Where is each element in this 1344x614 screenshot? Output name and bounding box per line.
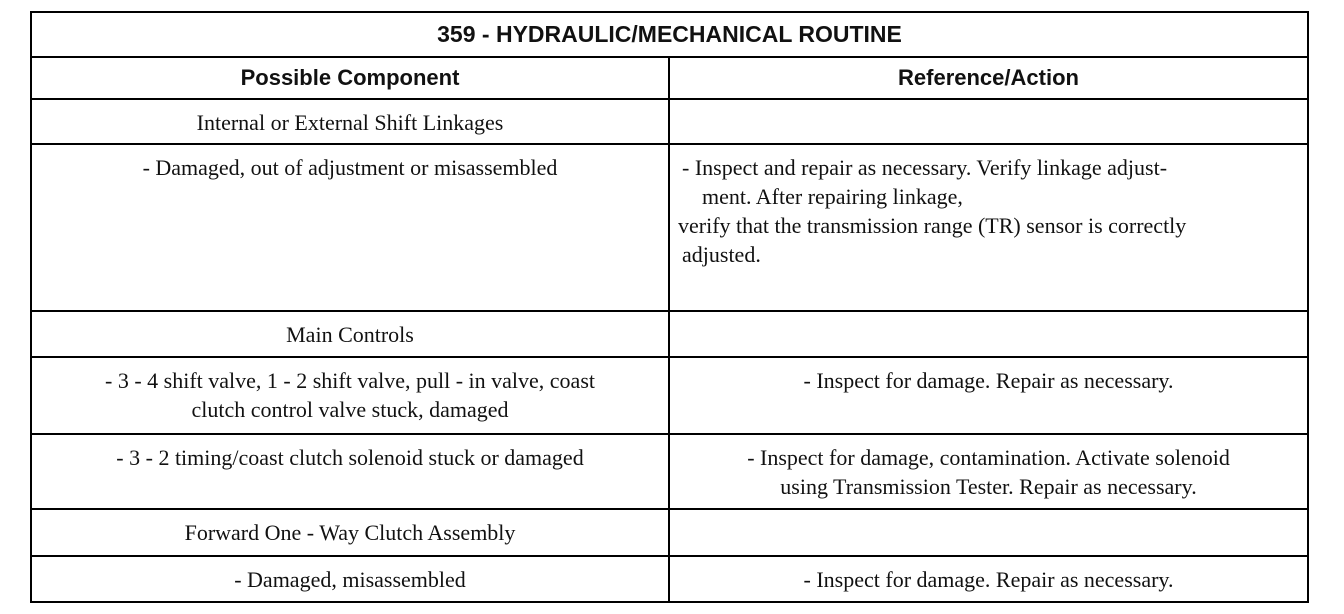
action-line: adjusted.: [682, 242, 761, 267]
table-row: [32, 557, 1307, 601]
component-line: clutch control valve stuck, damaged: [191, 397, 509, 422]
table-row: [32, 145, 1307, 312]
table-title: 359 - HYDRAULIC/MECHANICAL ROUTINE: [32, 13, 1307, 58]
action-line: - Inspect for damage, contamination. Activate solenoid: [747, 445, 1230, 470]
action-line: ment. After repairing linkage,: [702, 184, 963, 209]
action-line: verify that the transmission range (TR) sensor is correctly: [678, 213, 1187, 238]
table-row: [32, 100, 1307, 145]
component-cell: Main Controls: [32, 312, 670, 356]
action-cell: - Inspect for damage. Repair as necessary.: [803, 368, 1174, 393]
table-row: [32, 435, 1307, 510]
action-cell: [670, 435, 1307, 508]
action-line: using Transmission Tester. Repair as necessary.: [780, 474, 1197, 499]
routine-table: [30, 11, 1309, 603]
column-header-action: Reference/Action: [898, 65, 1079, 90]
table-row: [32, 312, 1307, 358]
action-cell: [670, 510, 1307, 555]
table-row: [32, 358, 1307, 435]
component-cell: - 3 - 2 timing/coast clutch solenoid stuck or damaged: [32, 435, 670, 508]
component-line: - 3 - 4 shift valve, 1 - 2 shift valve, pull - in valve, coast: [105, 368, 595, 393]
component-cell: - Damaged, out of adjustment or misassembled: [32, 145, 670, 310]
action-cell: - Inspect for damage. Repair as necessary.: [803, 567, 1174, 592]
component-cell: [32, 358, 670, 433]
component-cell: Internal or External Shift Linkages: [32, 100, 670, 143]
header-row: [32, 58, 1307, 100]
action-cell: [670, 312, 1307, 356]
action-cell: [670, 145, 1307, 310]
component-cell: Forward One - Way Clutch Assembly: [32, 510, 670, 555]
component-cell: - Damaged, misassembled: [32, 557, 670, 601]
action-cell: [670, 100, 1307, 143]
column-header-component: Possible Component: [32, 58, 670, 98]
action-line: - Inspect and repair as necessary. Verify linkage adjust-: [682, 155, 1168, 180]
table-row: [32, 510, 1307, 557]
